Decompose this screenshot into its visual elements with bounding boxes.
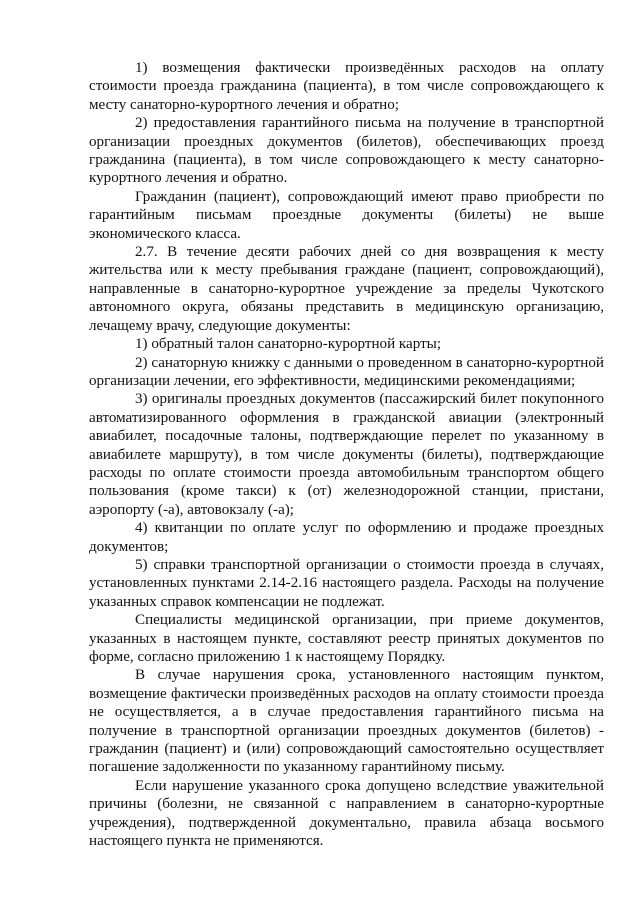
paragraph-doc-1-return-coupon: 1) обратный талон санаторно-курортной карты; — [135, 336, 442, 353]
paragraph-deadline-violation: В случае нарушения срока, установленного настоящим пунктом, возмещение фактически произведённых расходов на оплату стоимости проезда не осуществляется, а в случае предоставления гарантийного письма на получение в транспортной организации проездных документов (билетов) - гражданин (пациент) и (или) сопровождающий самостоятельно осуществляет погашение задолженности по указанному гарантийному письму. — [89, 667, 604, 776]
paragraph-economy-class: Гражданин (пациент), сопровождающий имеют право приобрести по гарантийным письмам проездные документы (билеты) не выше экономического класса. — [89, 188, 604, 242]
paragraph-registry: Специалисты медицинской организации, при приеме документов, указанных в настоящем пункте, составляют реестр принятых документов по форме, согласно приложению 1 к настоящему Порядку. — [89, 612, 604, 665]
paragraph-doc-3-travel-documents: 3) оригиналы проездных документов (пассажирский билет покупонного автоматизированного оформления в гражданской авиации (электронный авиабилет, посадочные талоны, подтверждающие перелет по указанному в авиабилете маршруту), в том числе документы (билеты), подтверждающие расходы по оплате стоимости проезда автомобильным транспортом общего пользования (кроме такси) к (от) железнодорожной станции, пристани, аэропорту (-а), автовокзалу (-а); — [89, 391, 604, 518]
document-page — [89, 59, 604, 850]
paragraph-item-1-reimbursement: 1) возмещения фактически произведённых расходов на оплату стоимости проезда гражданина (пациента), в том числе сопровождающего к месту санаторно-курортного лечения и обратно; — [89, 60, 604, 113]
paragraph-section-2-7: 2.7. В течение десяти рабочих дней со дня возвращения к месту жительства или к месту пребывания граждане (пациент, сопровождающий), направленные в санаторно-курортное учреждение за пределы Чукотского автономного округа, обязаны представить в медицинскую организацию, лечащему врачу, следующие документы: — [89, 244, 604, 334]
paragraph-doc-5-certificates: 5) справки транспортной организации о стоимости проезда в случаях, установленных пунктами 2.14-2.16 настоящего раздела. Расходы на получение указанных справок компенсации не подлежат. — [89, 556, 604, 610]
paragraph-item-2-guarantee-letter: 2) предоставления гарантийного письма на получение в транспортной организации проездных документов (билетов), обеспечивающих проезд гражданина (пациента), в том числе сопровождающего к месту санаторно-курортного лечения и обратно. — [89, 115, 604, 187]
paragraph-valid-reason: Если нарушение указанного срока допущено вследствие уважительной причины (болезни, не связанной с направлением в санаторно-курортные учреждения), подтвержденной документально, правила абзаца восьмого настоящего пункта не применяются. — [89, 777, 604, 850]
paragraph-doc-2-sanatorium-book: 2) санаторную книжку с данными о проведенном в санаторно-курортной организации лечении, его эффективности, медицинскими рекомендациями; — [89, 354, 604, 389]
paragraph-doc-4-receipts: 4) квитанции по оплате услуг по оформлению и продаже проездных документов; — [89, 520, 604, 555]
